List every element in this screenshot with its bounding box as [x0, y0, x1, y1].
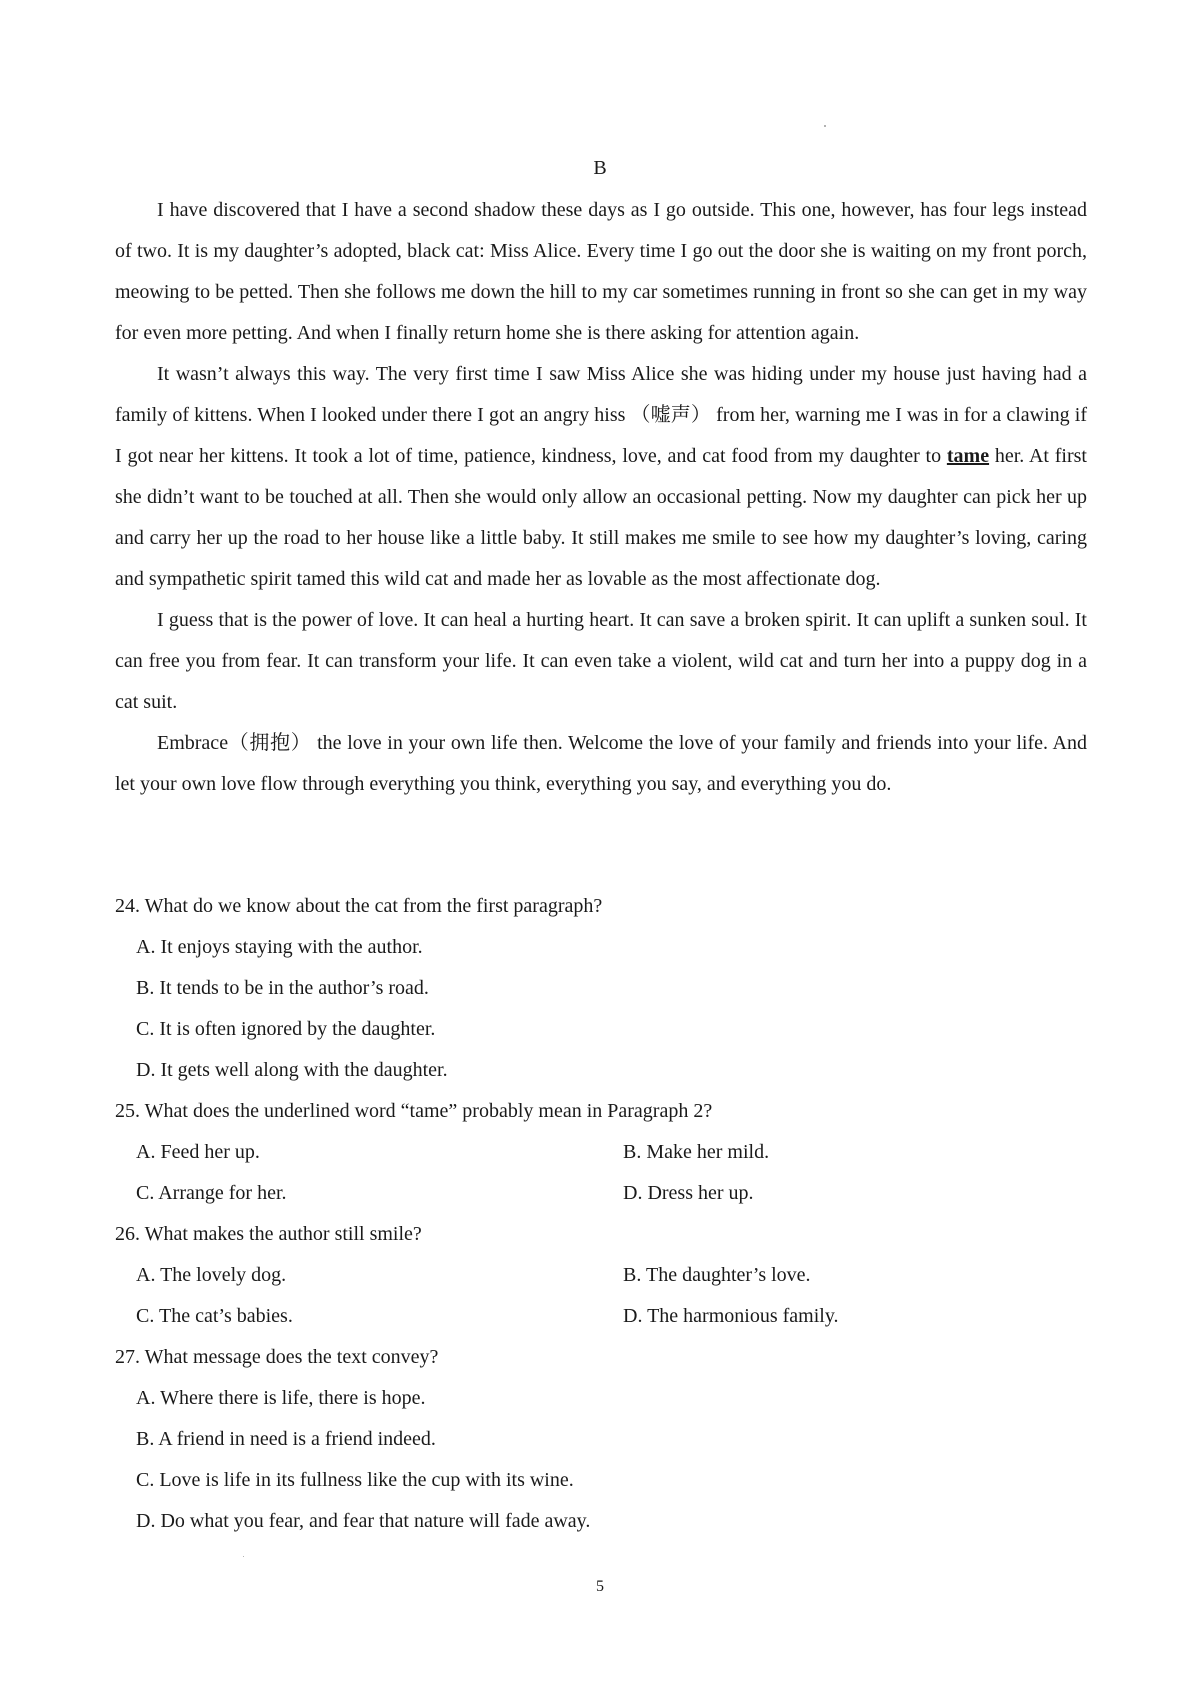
question-26: [115, 1214, 1087, 1337]
option-d: D. It gets well along with the daughter.: [136, 1059, 448, 1081]
question-stem: 24. What do we know about the cat from the first paragraph?: [115, 895, 603, 917]
paragraph-2-text-after: her. At first she didn’t want to be touched at all. Then she would only allow an occasional petting. Now my daughter can pick her up and carry her up the road to her house like a little baby. It still makes me smile to see how my daughter’s loving, caring and sympathetic spirit tamed this wild cat and made her as lovable as the most affectionate dog.: [115, 445, 1087, 590]
question-stem: 26. What makes the author still smile?: [115, 1223, 422, 1245]
section-label: B: [593, 157, 607, 179]
option-b: B. It tends to be in the author’s road.: [136, 977, 429, 999]
option-b: B. The daughter’s love.: [623, 1264, 811, 1286]
option-c: C. It is often ignored by the daughter.: [136, 1018, 436, 1040]
option-a: A. Where there is life, there is hope.: [136, 1387, 426, 1409]
reading-passage: [115, 190, 1087, 805]
scan-speck: [824, 125, 826, 127]
question-stem: 25. What does the underlined word “tame” probably mean in Paragraph 2?: [115, 1100, 713, 1122]
option-d: D. The harmonious family.: [623, 1305, 839, 1327]
passage-paragraph-1: I have discovered that I have a second shadow these days as I go outside. This one, however, has four legs instead of two. It is my daughter’s adopted, black cat: Miss Alice. Every time I go out the door she is waiting on my front porch, meowing to be petted. Then she follows me down the hill to my car sometimes running in front so she can get in my way for even more petting. And when I finally return home she is there asking for attention again.: [115, 199, 1087, 344]
passage-paragraph-3: I guess that is the power of love. It can heal a hurting heart. It can save a broken spirit. It can uplift a sunken soul. It can free you from fear. It can transform your life. It can even take a violent, wild cat and turn her into a puppy dog in a cat suit.: [115, 609, 1087, 713]
option-a: A. Feed her up.: [136, 1141, 260, 1163]
option-list: [115, 1255, 1087, 1337]
option-c: C. Love is life in its fullness like the cup with its wine.: [136, 1469, 574, 1491]
option-b: B. A friend in need is a friend indeed.: [136, 1428, 436, 1450]
option-c: C. Arrange for her.: [136, 1182, 287, 1204]
question-25: [115, 1091, 1087, 1214]
question-27: [115, 1337, 1087, 1542]
question-24: [115, 886, 1087, 1091]
option-a: A. The lovely dog.: [136, 1264, 287, 1286]
option-a: A. It enjoys staying with the author.: [136, 936, 423, 958]
option-list: [115, 1378, 1087, 1542]
option-c: C. The cat’s babies.: [136, 1305, 293, 1327]
question-stem: 27. What message does the text convey?: [115, 1346, 439, 1368]
option-b: B. Make her mild.: [623, 1141, 770, 1163]
option-d: D. Do what you fear, and fear that nature will fade away.: [136, 1510, 591, 1532]
passage-paragraph-4: Embrace（拥抱） the love in your own life then. Welcome the love of your family and friends into your life. And let your own love flow through everything you think, everything you say, and everything you do.: [115, 732, 1087, 795]
question-list: [115, 886, 1087, 1542]
scan-speck: [243, 1556, 244, 1557]
option-d: D. Dress her up.: [623, 1182, 754, 1204]
passage-paragraph-2: [115, 354, 1087, 600]
page-number: 5: [596, 1578, 604, 1595]
underlined-word-tame: tame: [946, 445, 990, 467]
option-list: [115, 927, 1087, 1091]
option-list: [115, 1132, 1087, 1214]
paragraph-2-text-before: It wasn’t always this way. The very first time I saw Miss Alice she was hiding under my house just having had a family of kittens. When I looked under there I got an angry hiss （嘘声） from her, warning me I was in for a clawing if I got near her kittens. It took a lot of time, patience, kindness, love, and cat food from my daughter to: [115, 363, 1087, 467]
